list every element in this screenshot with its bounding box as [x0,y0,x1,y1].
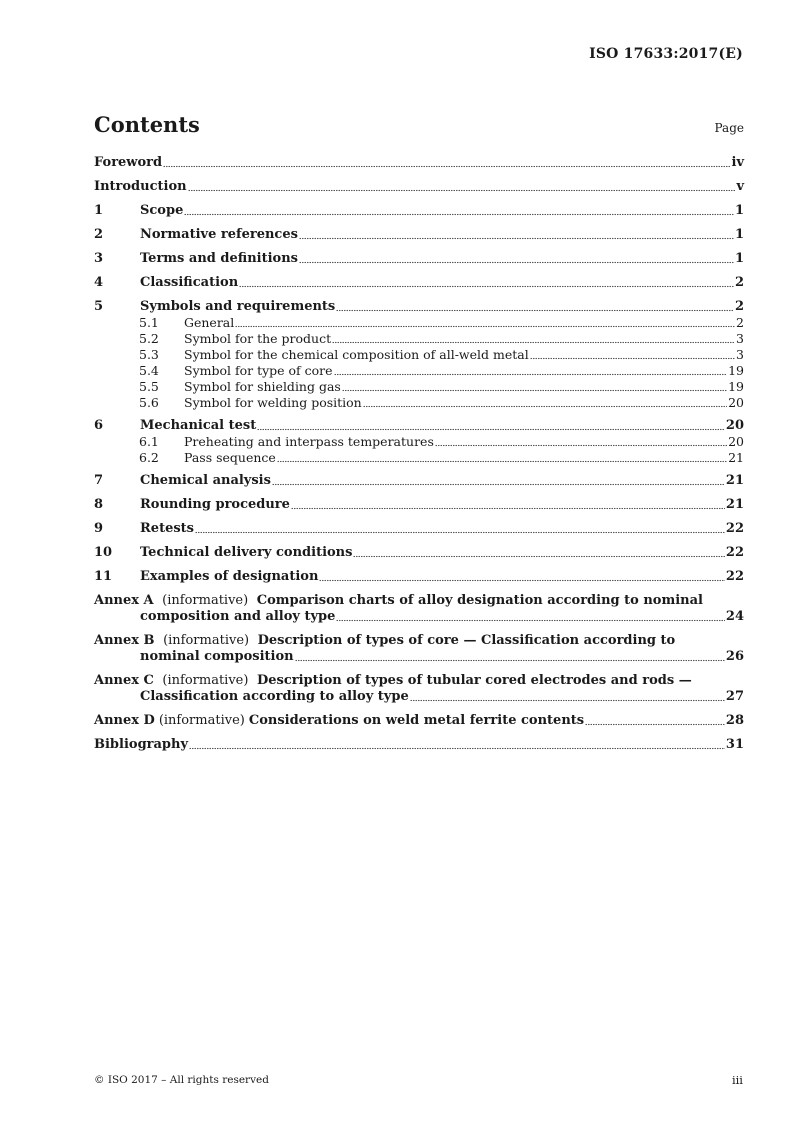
toc-entry-chemical-analysis[interactable] [94,473,744,489]
dot-leader [257,428,725,431]
dot-leader [295,659,725,662]
dot-leader [299,261,734,264]
page-number: iii [731,1073,743,1087]
toc-entry-rounding-procedure[interactable] [94,497,744,513]
toc-entry-number: 2 [94,227,104,242]
toc-entry-page: 21 [725,497,744,512]
toc-subentry-number: 5.3 [139,347,159,362]
toc-subentry-title: Preheating and interpass temperatures [184,434,434,449]
dot-leader [235,325,735,328]
toc-entry-number: 8 [94,497,104,512]
toc-entry-title: Terms and definitions [140,251,298,266]
toc-subentry-5-5[interactable] [94,379,744,395]
annex-label: Annex B [94,633,155,648]
toc-entry-number: 11 [94,569,113,584]
annex-informative: (informative) [158,713,245,728]
toc-subentry-page: 3 [736,347,744,362]
toc-entry-title: Chemical analysis [140,473,271,488]
toc-entry-title: Retests [140,521,194,536]
toc-entry-retests[interactable] [94,521,744,537]
toc-subentry-5-6[interactable] [94,395,744,411]
toc-entry-title: Mechanical test [140,418,257,433]
copyright-notice: © ISO 2017 – All rights reserved [94,1074,269,1086]
toc-entry-number: 7 [94,473,104,488]
dot-leader [163,165,730,168]
annex-title-line1: Description of types of tubular cored electrodes and rods — [256,673,692,688]
toc-subentry-number: 5.1 [139,315,159,330]
toc-subentry-number: 5.2 [139,331,159,346]
toc-subentry-page: 19 [728,379,744,394]
toc-entry-page: 1 [734,203,744,218]
toc-subentry-title: Symbol for shielding gas [184,379,341,394]
toc-entry-terms-definitions[interactable] [94,251,744,267]
dot-leader [195,531,725,534]
dot-leader [435,444,727,447]
dot-leader [272,483,725,486]
toc-subentry-title: Symbol for the product [184,331,332,346]
toc-entry-page: 24 [725,609,744,624]
toc-entry-scope[interactable] [94,203,744,219]
toc-entry-page: 1 [734,227,744,242]
annex-continuation [94,689,744,705]
dot-leader [353,555,724,558]
annex-informative: (informative) [162,673,249,688]
toc-subentry-5-3[interactable] [94,347,744,363]
toc-entry-page: v [736,179,744,194]
dot-leader [291,507,725,510]
toc-entry-number: 6 [94,418,104,433]
toc-entry-number: 3 [94,251,104,266]
title-row [94,112,744,137]
toc-entry-number: 5 [94,299,104,314]
toc-subentry-title: Symbol for the chemical composition of all-weld metal [184,347,529,362]
annex-heading-line [94,593,744,609]
dot-leader [239,285,734,288]
toc-entry-examples-designation[interactable] [94,569,744,585]
toc-entry-introduction[interactable] [94,179,744,195]
annex-title-line2: Classification according to alloy type [140,689,409,704]
annex-title-line1: Considerations on weld metal ferrite contents [248,713,585,728]
dot-leader [363,405,727,408]
toc-entry-title: Normative references [140,227,298,242]
toc-entry-title: Bibliography [94,737,189,752]
dot-leader [336,309,734,312]
annex-heading-line [94,633,744,649]
toc-entry-page: 20 [725,418,744,433]
dot-leader [332,341,735,344]
toc-entry-page: iv [731,155,744,170]
toc-entry-number: 9 [94,521,104,536]
dot-leader [530,357,735,360]
dot-leader [336,619,724,622]
annex-heading-line [94,673,744,689]
dot-leader [189,747,725,750]
toc-subentry-title: Symbol for welding position [184,395,362,410]
toc-subentry-number: 5.5 [139,379,159,394]
annex-label: Annex C [94,673,154,688]
dot-leader [585,723,725,726]
toc-entry-number: 4 [94,275,104,290]
toc-subentry-page: 2 [736,315,744,330]
toc-subentry-5-1[interactable] [94,315,744,331]
toc-entry-title: Symbols and requirements [140,299,336,314]
toc-entry-page: 31 [725,737,744,752]
toc-subentry-5-2[interactable] [94,331,744,347]
toc-entry-mechanical-test[interactable] [94,418,744,434]
toc-annex-d[interactable] [94,713,744,729]
toc-subentry-page: 3 [736,331,744,346]
toc-subentry-page: 20 [728,395,744,410]
toc-entry-title: Rounding procedure [140,497,290,512]
toc-entry-bibliography[interactable] [94,737,744,753]
toc-entry-symbols-requirements[interactable] [94,299,744,315]
toc-entry-page: 21 [725,473,744,488]
annex-continuation [94,649,744,665]
annex-informative: (informative) [162,593,249,608]
toc-subentry-title: Symbol for type of core [184,363,333,378]
annex-title-line1: Description of types of core — Classification according to [257,633,676,648]
document-id: ISO 17633:2017(E) [589,46,743,62]
toc-entry-title: Technical delivery conditions [140,545,353,560]
toc-entry-page: 22 [725,569,744,584]
toc-subentry-6-1[interactable] [94,434,744,450]
annex-continuation [94,609,744,625]
toc-entry-title: Scope [140,203,184,218]
toc-entry-page: 1 [734,251,744,266]
annex-label: Annex D [94,713,155,728]
toc-entry-page: 2 [734,299,744,314]
toc-subentry-page: 21 [728,450,744,465]
toc-entry-page: 28 [725,713,744,728]
toc-entry-page: 26 [725,649,744,664]
annex-title-line1: Comparison charts of alloy designation according to nominal [256,593,703,608]
toc-entry-number: 10 [94,545,113,560]
toc-subentry-page: 19 [728,363,744,378]
toc-entry-foreword[interactable] [94,155,744,171]
toc-entry-normative-references[interactable] [94,227,744,243]
toc-subentry-6-2[interactable] [94,450,744,466]
table-of-contents [94,155,744,753]
toc-annex-a[interactable] [94,593,744,625]
dot-leader [184,213,734,216]
dot-leader [334,373,728,376]
toc-entry-page: 22 [725,545,744,560]
dot-leader [299,237,734,240]
toc-subentry-title: General [184,315,235,330]
toc-entry-title: Introduction [94,179,187,194]
page-title: Contents [94,112,200,137]
toc-entry-page: 22 [725,521,744,536]
toc-entry-title: Classification [140,275,239,290]
toc-entry-page: 2 [734,275,744,290]
toc-subentry-5-4[interactable] [94,363,744,379]
toc-entry-page: 27 [725,689,744,704]
dot-leader [277,460,727,463]
toc-subentry-number: 6.1 [139,434,159,449]
toc-subentry-title: Pass sequence [184,450,276,465]
dot-leader [319,579,724,582]
annex-informative: (informative) [163,633,250,648]
toc-subentry-number: 6.2 [139,450,159,465]
toc-entry-title: Examples of designation [140,569,319,584]
dot-leader [342,389,727,392]
page-column-label: Page [714,121,744,135]
toc-subentry-page: 20 [728,434,744,449]
dot-leader [188,189,736,192]
toc-entry-number: 1 [94,203,104,218]
toc-subentry-number: 5.6 [139,395,159,410]
toc-annex-c[interactable] [94,673,744,705]
dot-leader [410,699,725,702]
toc-entry-title: Foreword [94,155,163,170]
toc-annex-b[interactable] [94,633,744,665]
toc-subentry-number: 5.4 [139,363,159,378]
toc-entry-classification[interactable] [94,275,744,291]
annex-title-line2: composition and alloy type [140,609,336,624]
annex-label: Annex A [94,593,154,608]
annex-title-line2: nominal composition [140,649,294,664]
toc-entry-technical-delivery[interactable] [94,545,744,561]
